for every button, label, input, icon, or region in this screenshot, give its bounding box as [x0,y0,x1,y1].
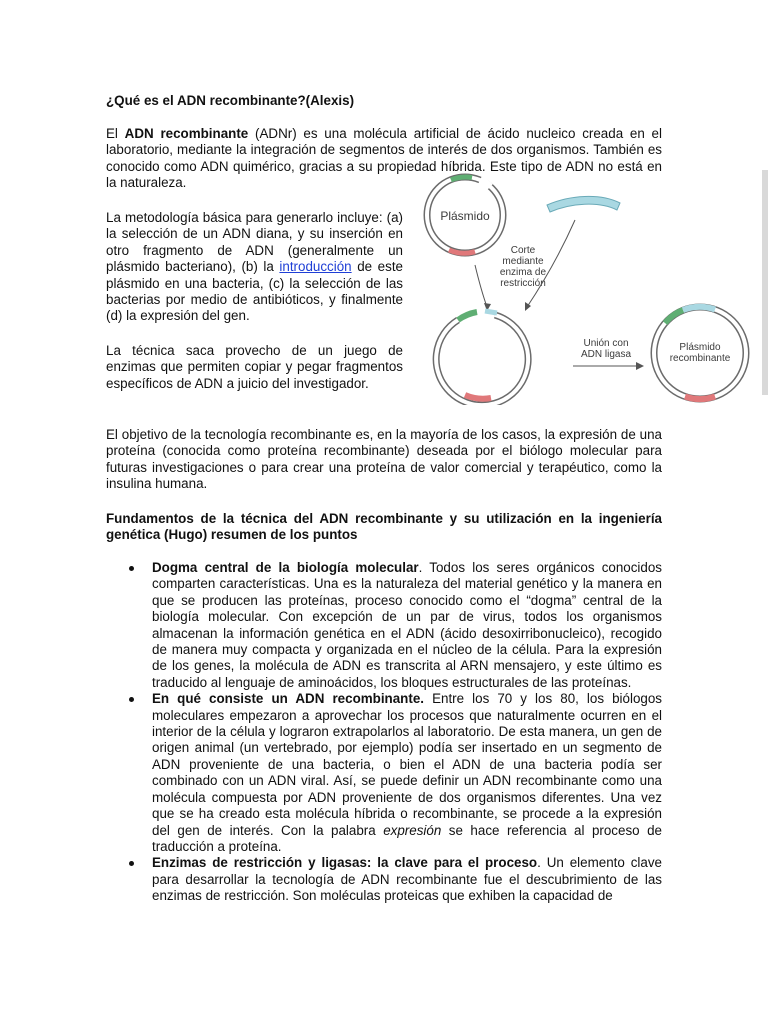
recombinant-dna-diagram [415,165,765,405]
open-plasmid-ring [436,311,528,405]
section-title: ¿Qué es el ADN recombinante?(Alexis) [106,93,355,108]
plasmid-label: Plásmido [440,209,490,223]
text-before-link: La metodología básica para generarlo incluye: (a) la selección de un ADN diana, y su inserción en otro fragmento de ADN (generalmente un plásmido bacteriano), (b) la [106,210,403,275]
bullet-list [126,560,662,905]
bullet-bold: En qué consiste un ADN recombinante. [152,691,424,707]
text-rest: (ADNr) es una molécula artificial de ácido nucleico creada en el laboratorio, mediante la integración de segmentos de interés de dos organismos. También es conocido como ADN quimérico, gracias a su propiedad híbrida. Este tipo de ADN no está en la naturaleza. [106,126,662,191]
paragraph-technique: La técnica saca provecho de un juego de enzimas que permiten copiar y pegar fragmentos específicos de ADN a juicio del investigador. [106,343,403,391]
paragraph-methodology [106,210,403,325]
list-item [126,855,662,904]
section-heading-fundamentos: Fundamentos de la técnica del ADN recombinante y su utilización en la ingeniería genética (Hugo) resumen de los puntos [106,511,662,543]
introduccion-link[interactable]: introducción [279,259,352,275]
list-item [126,560,662,691]
bullet-text: . Todos los seres orgánicos conocidos comparten características. Una es la naturaleza del material genético y la manera en que se producen las proteínas, proceso conocido como el “dogma” central de la biología molecular. Con excepción de un par de virus, todos los organismos almacenan la información genética en el ADN (ácido desoxirribonucleico), recogido de manera muy compacta y organizada en el núcleo de la célula. Para la expresión de los genes, la molécula de ADN es transcrita al ARN mensajero, y este último es traducido al lenguaje de aminoácidos, los bloques estructurales de las proteínas. [152,560,662,690]
bullet-text: . Un elemento clave para desarrollar la tecnología de ADN recombinante fue el descubrimiento de las enzimas de restricción. Son moléculas proteicas que exhiben la capacidad de [152,855,662,904]
bold-term: ADN recombinante [124,126,249,141]
bullet-text: Entre los 70 y los 80, los biólogos moleculares empezaron a aprovechar los procesos que naturalmente ocurren en el interior de la célula y lograron extrapolarlos al laboratorio. De esta manera, un gen de origen animal (un vertebrado, por ejemplo) podía ser insertado en un segmento de ADN proveniente de una bacteria, o bien el ADN de una bacteria podía ser combinado con un ADN viral. Así, se puede definir un ADN recombinante como una molécula compuesta por ADN proveniente de dos organismos diferentes. Una vez que se ha creado esta molécula híbrida o recombinante, se procede a la expresión del gen de interés. Con la palabra [152,691,662,838]
paragraph-objective: El objetivo de la tecnología recombinante es, en la mayoría de los casos, la expresión de una proteína (conocida como proteína recombinante) deseada por el biólogo molecular para futuras investigaciones o para crear una proteína de valor comercial y terapéutico, como la insulina humana. [106,427,662,492]
cut-label-2: mediante [502,256,544,267]
cut-label-4: restricción [500,278,546,289]
union-label-1: Unión con [583,338,629,349]
dna-fragment [547,196,620,212]
text-after-link: de este plásmido en una bacteria, (c) la selección de las bacterias por medio de antibióticos, y finalmente (d) la expresión del gen. [106,259,403,324]
result-label-2: recombinante [669,353,731,364]
arrow-down-left [475,265,487,307]
text-lead: El [106,126,125,141]
result-label-1: Plásmido [679,342,721,353]
cut-label-3: enzima de [499,267,547,278]
bullet-bold: Enzimas de restricción y ligasas: la clave para el proceso [152,855,538,871]
bullet-italic: expresión [383,822,442,838]
bullet-bold: Dogma central de la biología molecular [152,560,419,575]
union-label-2: ADN ligasa [580,349,632,360]
cut-label-1: Corte [510,245,536,256]
bullet-tail: se hace referencia al proceso de traducción a proteína. [152,822,662,854]
list-item [126,691,662,855]
